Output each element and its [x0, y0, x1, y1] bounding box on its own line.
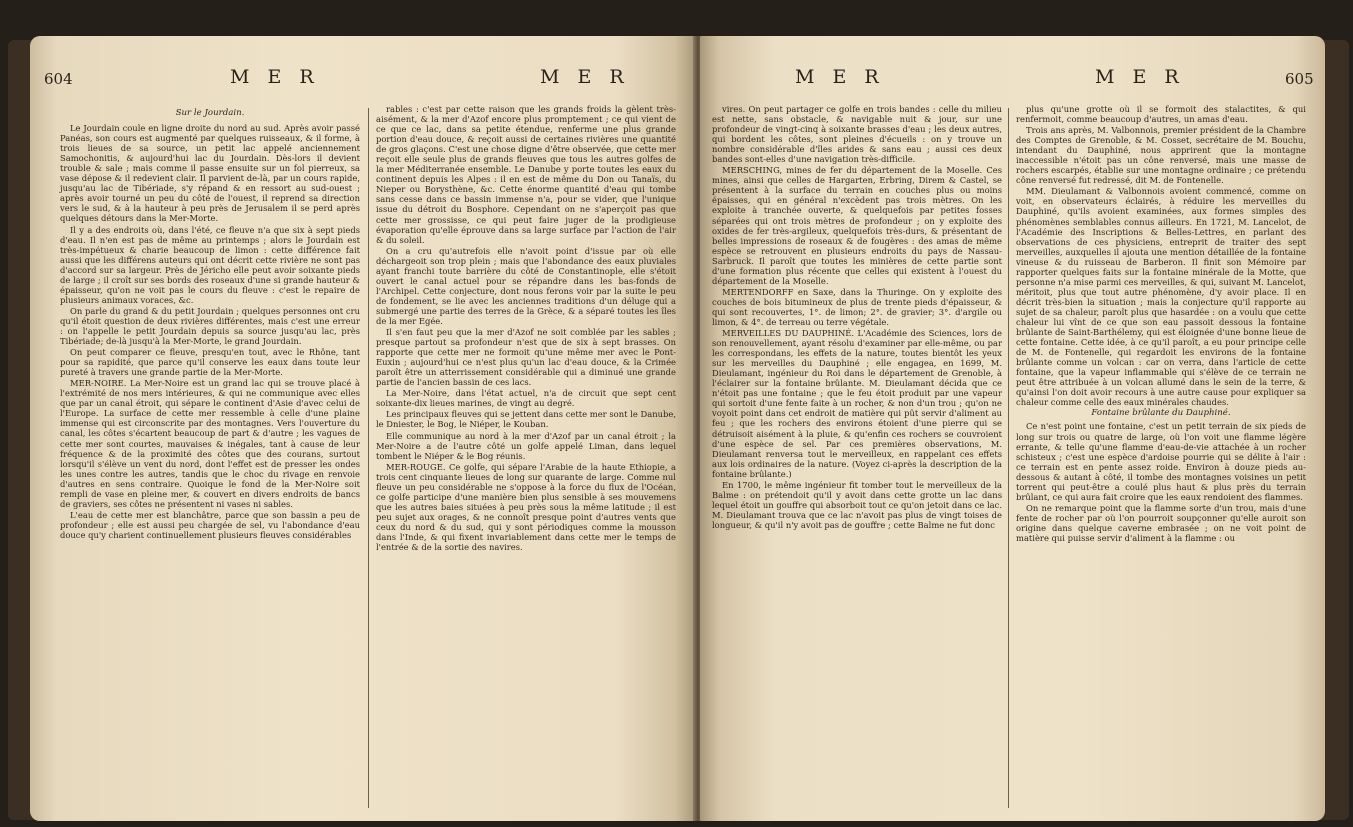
running-header: M E R: [795, 66, 885, 88]
left-page: [30, 36, 695, 821]
paragraph: Les principaux fleuves qui se jettent dans cette mer sont le Danube, le Dniester, le Bog, le Niéper, le Kouban.: [376, 409, 676, 430]
section-subtitle: Fontaine brûlante du Dauphiné.: [1091, 408, 1231, 419]
running-header: M E R: [230, 66, 320, 88]
paragraph: MM. Dieulamant & Valbonnois avoient commencé, comme on voit, en observateurs éclairés, à réduire les merveilles du Dauphiné, qu'ils avoient examinées, aux formes simples des phénomènes semblables connus ailleurs. En 1721, M. Lancelot, de l'Académie des Inscriptions & Belles-Lettres, en parlant des observations de ces physiciens, entreprit de traiter des sept merveilles, auxquelles il ajouta une mention détaillée de la fontaine vineuse & du ruisseau de Barberon. Il finit son Mémoire par rapporter quelques faits sur la fontaine minérale de la Motte, que personne n'a mise parmi ces merveilles, & qui, suivant M. Lancelot, méritoit, plus que tout autre phénomène, d'y avoir place. Il en décrit très-bien la situation ; mais la conjecture qu'il rapporte au sujet de sa chaleur, paroît plus que hasardée : on a voulu que cette chaleur lui vînt de ce que son eau passoit dessous la fontaine brûlante de Saint-Barthélemy, qui est éloignée d'une bonne lieue de cette fontaine. Cette idée, à ce qu'il paroît, a eu pour principe celle de M. de Fontenelle, qui regardoit les environs de la fontaine brûlante comme un volcan : car on verra, dans l'article de cette fontaine, que la vapeur inflammable qui s'élève de ce terrain ne peut être attribuée à un volcan allumé dans le sein de la terre, & qu'ainsi l'on doit avoir recours à une autre cause pour expliquer sa chaleur comme celle des eaux minérales chaudes.: [1016, 186, 1306, 408]
paragraph: Trois ans après, M. Valbonnois, premier président de la Chambre des Comptes de Grenoble, & M. Cosset, secrétaire de M. Bouchu, intendant du Dauphiné, nous apprirent que la montagne inaccessible n'étoit pas un cône renversé, mais une masse de rochers escarpés, établie sur une montagne ordinaire ; ce prétendu cône renversé fut redressé, dit M. de Fontenelle.: [1016, 125, 1306, 186]
paragraph: Elle communique au nord à la mer d'Azof par un canal étroit ; la Mer-Noire a de l'autre côté un golfe appelé Liman, dans lequel tombent le Niéper & le Bog réunis.: [376, 430, 676, 461]
paragraph: MER-ROUGE. Ce golfe, qui sépare l'Arabie de la haute Ethiopie, a trois cent cinquante lieues de long sur quarante de large. Comme nul fleuve un peu considérable ne s'oppose à la force du flux de l'Océan, ce golfe participe d'une manière bien plus sensible à ses mouvemens que les autres baies situées à peu près sous la même latitude ; il est peu sujet aux orages, & ne connoît presque point d'autres vents que ceux du nord & du sud, qui y sont périodiques comme la mousson dans l'Inde, & qui fixent invariablement dans cette mer le temps de l'entrée & de la sortie des navires.: [376, 461, 676, 553]
text-column: [376, 104, 676, 553]
paragraph: En 1700, le même ingénieur fit tomber tout le merveilleux de la Balme : on prétendoit qu'il y avoit dans cette grotte un lac dans lequel étoit un gouffre qui absorboit tout ce qu'on jetoit dans ce lac. M. Dieulamant trouva que ce lac n'avoit pas plus de vingt toises de longueur, & qu'il n'y avoit pas de gouffre ; cette Balme ne fut donc: [712, 479, 1002, 530]
page-number: 605: [1285, 70, 1314, 88]
paragraph: On parle du grand & du petit Jourdain ; quelques personnes ont cru qu'il étoit question de deux rivières différentes, mais c'est une erreur : on l'appelle le petit Jourdain depuis sa source jusqu'au lac, près Tibériade; de-là jusqu'à la Mer-Morte, le grand Jourdain.: [60, 305, 360, 347]
paragraph: La Mer-Noire, dans l'état actuel, n'a de circuit que sept cent soixante-dix lieues marines, de vingt au degré.: [376, 388, 676, 409]
paragraph: L'eau de cette mer est blanchâtre, parce que son bassin a peu de profondeur ; elle est aussi peu chargée de sel, vu l'abondance d'eau douce qu'y charient continuellement plusieurs fleuves considérables: [60, 509, 360, 540]
paragraph: MERSCHING, mines de fer du département de la Moselle. Ces mines, ainsi que celles de Hargarten, Erbring, Direm & Castel, se présentent à la surface du terrain en couches plus ou moins épaisses, qui en général n'excèdent pas trois mètres. On les exploite à tranchée ouverte, & quelquefois par petites fosses séparées qui ont trois mètres de profondeur ; on y exploite des oxides de fer très-argileux, quelquefois très-durs, & présentant de belles impressions de roseaux & de fougères : des amas de même espèce se retrouvent en plusieurs endroits du pays de Nassau-Sarbruck. Il paroît que toutes les minières de cette partie sont d'une formation plus récente que celles qui existent à l'ouest du département de la Moselle.: [712, 165, 1002, 286]
section-title: Sur le Jourdain.: [175, 108, 245, 118]
running-header: M E R: [540, 66, 630, 88]
paragraph: rables : c'est par cette raison que les grands froids la gèlent très-aisément, & la mer d'Azof encore plus promptement ; ce qui vient de ce que ce lac, dans sa petite étendue, renferme une plus grande portion d'eau douce, & reçoit aussi de certaines rivières une quantité de gros glaçons. C'est une chose digne d'être observée, que cette mer reçoit elle seule plus de grands fleuves que tous les autres golfes de la mer Méditerranée ensemble. Le Danube y porte toutes les eaux du continent depuis les Alpes : il en est de même du Don ou Tanaïs, du Nieper ou Borysthène, &c. Cette énorme quantité d'eau qui tombe sans cesse dans ce bassin immense n'a, pour se vider, que l'unique issue du détroit du Bosphore. Cependant on ne s'aperçoit pas que cette mer grossisse, ce qui peut faire juger de la prodigieuse évaporation qu'elle éprouve dans sa large surface par l'action de l'air & du soleil.: [376, 104, 676, 245]
paragraph: Le Jourdain coule en ligne droite du nord au sud. Après avoir passé Panéas, son cours est augmenté par quelques ruisseaux, & il forme, à trois lieues de sa source, un petit lac appelé anciennement Samochonitis, & aujourd'hui lac du Jourdain. Dès-lors il devient trouble & sale ; mais comme il passe ensuite sur un fol pierreux, sa vase dépose & il redevient clair. Il parvient de-là, par un cours rapide, jusqu'au lac de Tibériade, s'y répand & en ressort au sud-ouest ; après avoir tourné un peu du côté de l'ouest, il reprend sa direction vers le sud, & à la hauteur à peu près de Jerusalem il se perd après quelques détours dans la Mer-Morte.: [60, 123, 360, 224]
paragraph: Il y a des endroits où, dans l'été, ce fleuve n'a que six à sept pieds d'eau. Il n'en est pas de même au printemps ; alors le Jourdain est très-impétueux & charie beaucoup de limon : cette différence fait aussi que les différens auteurs qui ont décrit cette rivière ne sont pas d'accord sur sa largeur. Près de Jéricho elle peut avoir soixante pieds de large ; il croît sur ses bords des roseaux d'une si grande hauteur & épaisseur, qu'on ne voit pas le cours du fleuve : c'est le repaire de plusieurs animaux voraces, &c.: [60, 224, 360, 305]
paragraph: Ce n'est point une fontaine, c'est un petit terrain de six pieds de long sur trois ou quatre de large, où l'on voit une flamme légère errante, & telle qu'une flamme d'eau-de-vie attachée à un rocher schisteux ; c'est une espèce d'ardoise pourrie qui se délite à l'air : ce terrain est en pente assez roide. Environ à douze pieds au-dessous & autant à côté, il tombe des montagnes voisines un petit torrent qui peut-être a coulé plus haut & plus près du terrain brûlant, ce qui aura fait croire que les eaux rendoient des flammes.: [1016, 421, 1306, 502]
text-column: [60, 104, 360, 541]
page-number: 604: [44, 70, 73, 88]
paragraph: On ne remarque point que la flamme sorte d'un trou, mais d'une fente de rocher par où l'on pourroit soupçonner qu'elle auroit son origine dans quelque caverne embrasée ; on ne voit point de matière qui puisse servir d'aliment à la flamme : ou: [1016, 502, 1306, 543]
paragraph: On peut comparer ce fleuve, presqu'en tout, avec le Rhône, tant pour sa rapidité, que parce qu'il conserve les eaux dans toute leur pureté à travers une grande partie de la Mer-Morte.: [60, 347, 360, 378]
text-column: [712, 104, 1002, 531]
column-rule: [1008, 108, 1009, 808]
running-header: M E R: [1095, 66, 1185, 88]
right-page: [700, 36, 1325, 821]
paragraph: MER-NOIRE. La Mer-Noire est un grand lac qui se trouve placé à l'extrémité de nos mers intérieures, & qui ne communique avec elles que par un canal étroit, qui sépare le continent d'Asie d'avec celui de l'Europe. La surface de cette mer ressemble à celle d'une plaine immense qui est circonscrite par des montagnes. Vers l'ouverture du canal, les côtes s'écartent beaucoup de part & d'autre ; les vagues de cette mer sont courtes, mauvaises & inégales, tant à cause de leur fréquence & de la proximité des côtes que des courans, surtout lorsqu'il s'élève un vent du nord, dont l'effet est de presser les ondes les unes contre les autres, tandis que le choc du rivage en renvoie d'autres en sens contraire. Quoique le fond de la Mer-Noire soit rempli de vase en pleine mer, & couvert en divers endroits de bancs de graviers, ses côtes ne présentent ni vases ni sables.: [60, 378, 360, 509]
paragraph: Il s'en faut peu que la mer d'Azof ne soit comblée par les sables ; presque partout sa profondeur n'est que de six à sept brasses. On rapporte que cette mer ne formoit qu'une même mer avec le Pont-Euxin ; aujourd'hui ce n'est plus qu'un lac d'eau douce, & la Crimée paroît être un atterrissement considérable qui a diminué une grande partie de l'ancien bassin de ces lacs.: [376, 327, 676, 388]
paragraph: vires. On peut partager ce golfe en trois bandes : celle du milieu est nette, sans obstacle, & navigable nuit & jour, sur une profondeur de vingt-cinq à soixante brasses d'eau ; les deux autres, qui bordent les côtes, sont pleines d'écueils : on y trouve un nombre considérable d'îles arides & sans eau ; aussi ces deux bandes sont-elles d'une navigation très-difficile.: [712, 104, 1002, 165]
column-rule: [368, 108, 369, 808]
paragraph: MERVEILLES DU DAUPHINÉ. L'Académie des Sciences, lors de son renouvellement, ayant résolu d'examiner par elle-même, ou par les correspondans, les effets de la nature, toutes bientôt les yeux sur les merveilles du Dauphiné ; elle engagea, en 1699, M. Dieulamant, ingénieur du Roi dans le département de Grenoble, à l'éclairer sur la fontaine brûlante. M. Dieulamant décida que ce n'étoit pas une fontaine ; que le feu étoit produit par une vapeur qui sortoit d'une fente faite à un rocher, & non d'un trou ; qu'on ne voyoit point dans cet endroit de matière qui pût servir d'aliment au feu ; que les rochers des environs étoient d'une pierre qui se détruisoit aisément à la pluie, & qu'enfin ces rochers se couvroient d'une espèce de sel. Par ces premières observations, M. Dieulamant renversa tout le merveilleux, en rappelant ces effets aux lois ordinaires de la nature. (Voyez ci-après la description de la fontaine brûlante.): [712, 328, 1002, 479]
paragraph: plus qu'une grotte où il se formoit des stalactites, & qui renfermoit, comme beaucoup d'autres, un amas d'eau.: [1016, 104, 1306, 125]
text-column: [1016, 104, 1306, 544]
paragraph: MERTENDORFF en Saxe, dans la Thuringe. On y exploite des couches de bois bitumineux de plus de trente pieds d'épaisseur, & qui sont recouvertes, 1°. de limon; 2°. de gravier; 3°. d'argile ou limon, & 4°. de terreau ou terre végétale.: [712, 286, 1002, 327]
paragraph: On a cru qu'autrefois elle n'avoit point d'issue par où elle déchargeoit son trop plein ; mais que l'abondance des eaux pluviales ayant franchi toute barrière du côté de Constantinople, elle s'étoit ouvert le canal actuel pour se répandre dans les bas-fonds de l'Archipel. Cette conjecture, dont nous ferons voir par la suite le peu de fondement, se lie avec les anciennes traditions d'un déluge qui a submergé une partie des terres de la Grèce, & a séparé toutes les îles de la mer Egée.: [376, 245, 676, 326]
